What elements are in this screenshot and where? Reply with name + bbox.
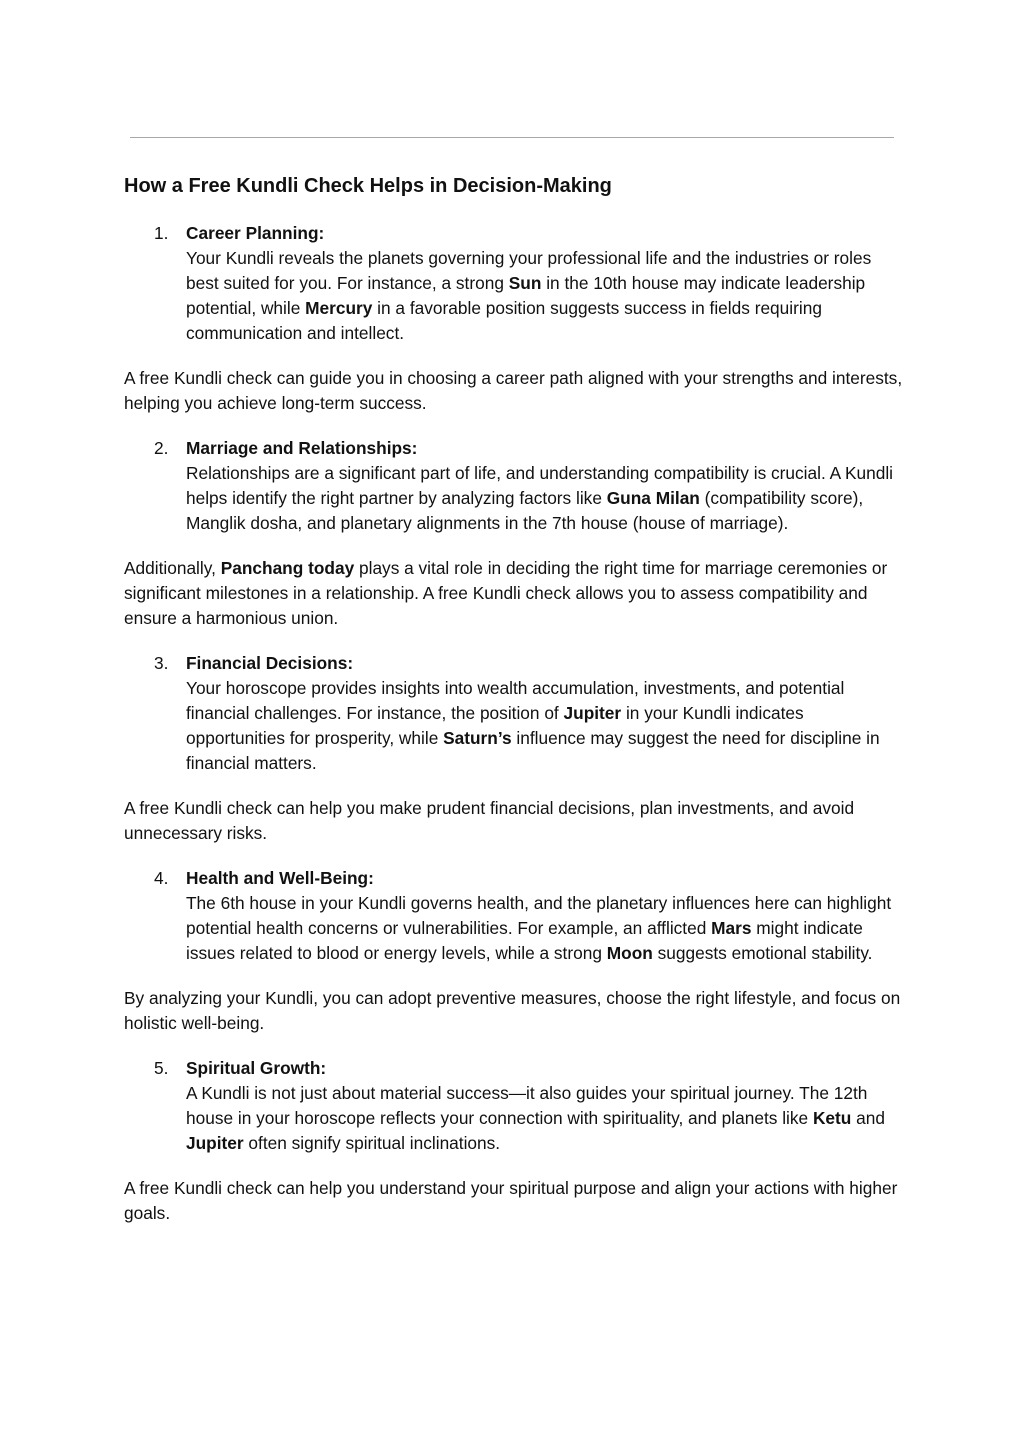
text-run: By analyzing your Kundli, you can adopt preventive measures, choose the right lifestyle, and focus on holistic well-being. [124,988,901,1033]
text-run: influence may suggest the need for discipline in financial matters. [186,728,880,773]
text-run: in your Kundli indicates opportunities for prosperity, while [186,703,804,748]
bold-term: Jupiter [186,1133,244,1153]
list-item-heading: Spiritual Growth: [186,1058,327,1078]
bold-term: Mars [711,918,752,938]
list-number: 1. [154,223,169,243]
text-run: Your Kundli reveals the planets governing your professional life and the industries or roles best suited for you. For instance, a strong [186,248,872,293]
bold-term: Saturn’s [443,728,512,748]
paragraph [124,796,904,846]
text-run: plays a vital role in deciding the right time for marriage ceremonies or significant milestones in a relationship. A free Kundli check allows you to assess compatibility and ensure a harmonious union. [124,558,888,628]
list-item-heading: Career Planning: [186,223,325,243]
list-item-text [186,678,880,773]
bold-term: Sun [508,273,542,293]
list-item-text [186,463,893,533]
document-body [124,221,904,1246]
text-run: A free Kundli check can help you understand your spiritual purpose and align your actions with higher goals. [124,1178,898,1223]
text-run: might indicate issues related to blood or energy levels, while a strong [186,918,863,963]
bold-term: Guna Milan [606,488,700,508]
list-number: 2. [154,438,169,458]
list-item-career-planning [124,221,904,346]
text-run: A Kundli is not just about material success—it also guides your spiritual journey. The 12th house in your horoscope reflects your connection with spirituality, and planets like [186,1083,868,1128]
bold-term: Mercury [305,298,373,318]
list-number: 3. [154,653,169,673]
text-run: Relationships are a significant part of life, and understanding compatibility is crucial. A Kundli helps identify the right partner by analyzing factors like [186,463,894,508]
paragraph [124,1176,904,1226]
list-item-heading: Marriage and Relationships: [186,438,418,458]
paragraph [124,556,904,631]
list-item-text [186,248,871,343]
text-run: in a favorable position suggests success in fields requiring communication and intellect. [186,298,822,343]
list-number: 5. [154,1058,169,1078]
text-run: The 6th house in your Kundli governs health, and the planetary influences here can highlight potential health concerns or vulnerabilities. For example, an afflicted [186,893,892,938]
horizontal-divider [130,137,894,138]
bold-term: Jupiter [563,703,622,723]
bold-term: Moon [606,943,653,963]
paragraph [124,986,904,1036]
list-number: 4. [154,868,169,888]
text-run: suggests emotional stability. [652,943,873,963]
list-item-health-wellbeing [124,866,904,966]
text-run: A free Kundli check can help you make prudent financial decisions, plan investments, and avoid unnecessary risks. [124,798,855,843]
text-run: A free Kundli check can guide you in choosing a career path aligned with your strengths and interests, helping you achieve long-term success. [124,368,903,413]
list-item-marriage-relationships [124,436,904,536]
text-run: Additionally, [124,558,221,578]
list-item-heading: Health and Well-Being: [186,868,374,888]
list-item-spiritual-growth [124,1056,904,1156]
list-item-text [186,1083,885,1153]
list-item-heading: Financial Decisions: [186,653,354,673]
text-run: Your horoscope provides insights into wealth accumulation, investments, and potential financial challenges. For instance, the position of [186,678,845,723]
bold-term: Ketu [812,1108,852,1128]
list-item-financial-decisions [124,651,904,776]
text-run: in the 10th house may indicate leadership potential, while [186,273,866,318]
paragraph [124,366,904,416]
text-run: (compatibility score), Manglik dosha, and planetary alignments in the 7th house (house of marriage). [186,488,864,533]
list-item-text [186,893,891,963]
page-title: How a Free Kundli Check Helps in Decision-Making [124,175,612,197]
bold-term: Panchang today [220,558,355,578]
text-run: often signify spiritual inclinations. [243,1133,501,1153]
text-run: and [851,1108,885,1128]
